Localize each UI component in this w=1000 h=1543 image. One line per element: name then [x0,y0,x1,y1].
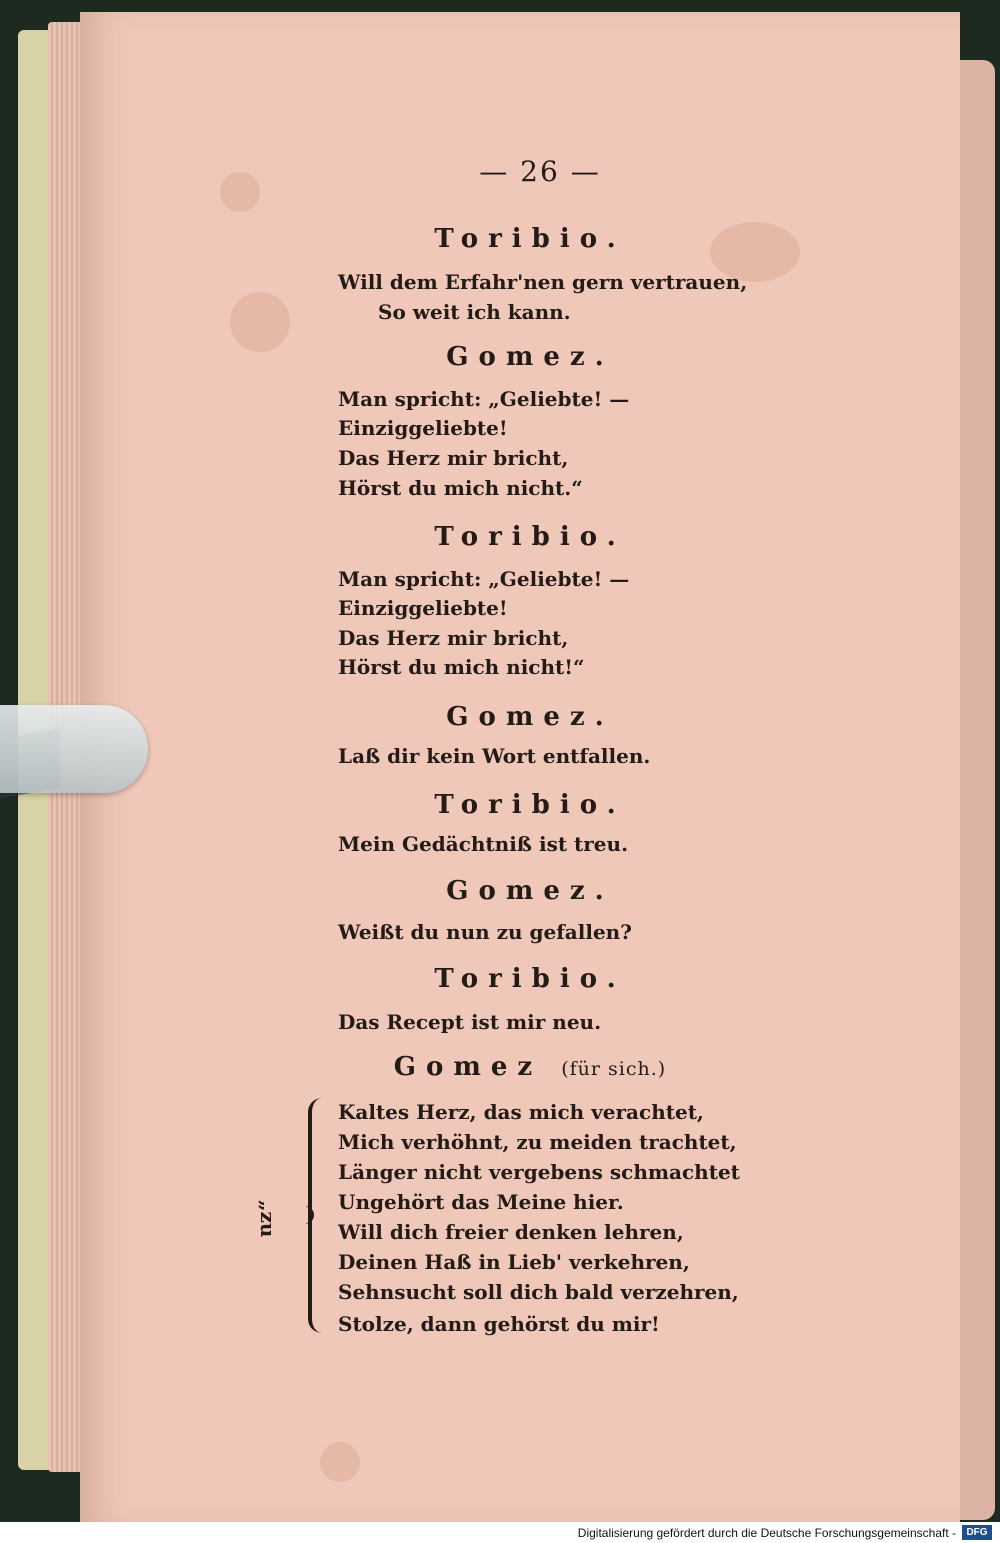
speaker-name: Toribio. [434,522,626,552]
verse-line: Das Herz mir bricht, [338,446,569,470]
verse-line: Mich verhöhnt, zu meiden trachtet, [338,1130,737,1154]
verse-line: Man spricht: „Geliebte! — [338,567,630,591]
speaker-name: Toribio. [434,224,626,254]
verse-line: Will dem Erfahr'nen gern vertrauen, [338,270,748,294]
verse-brace-tip [296,1206,314,1224]
speaker-name: Toribio. [434,790,626,820]
verse-line: Einziggeliebte! [338,596,508,620]
footer-credit: Digitalisierung gefördert durch die Deutsche Forschungsgemeinschaft - [577,1526,956,1540]
verse-line: Weißt du nun zu gefallen? [338,920,632,944]
page-number: — 26 — [479,155,601,188]
verse-line: Das Herz mir bricht, [338,626,569,650]
verse-line: Stolze, dann gehörst du mir! [338,1312,660,1336]
speaker-name: Gomez [393,1052,543,1082]
stage-direction: (für sich.) [561,1058,667,1080]
verse-line: Kaltes Herz, das mich verachtet, [338,1100,704,1124]
speaker-name: Toribio. [434,964,626,994]
verse-line: Deinen Haß in Lieb' verkehren, [338,1250,690,1274]
verse-line: Mein Gedächtniß ist treu. [338,832,629,856]
verse-line: Hörst du mich nicht!“ [338,655,585,679]
verse-line: Das Recept ist mir neu. [338,1010,602,1034]
verse-line: Ungehört das Meine hier. [338,1190,624,1214]
verse-line: Einziggeliebte! [338,416,508,440]
footer-bar [0,1522,1000,1543]
verse-line: Hörst du mich nicht.“ [338,476,583,500]
margin-note: „zu [256,1200,280,1238]
verse-line: Länger nicht vergebens schmachtet [338,1160,740,1184]
speaker-name: Gomez. [446,702,614,732]
verse-line: Man spricht: „Geliebte! — [338,387,630,411]
verse-line: So weit ich kann. [378,300,571,324]
speaker-name: Gomez. [446,876,614,906]
dfg-logo: DFG [962,1525,992,1540]
speaker-name: Gomez. [446,342,614,372]
verse-line: Sehnsucht soll dich bald verzehren, [338,1280,739,1304]
verse-line: Will dich freier denken lehren, [338,1220,684,1244]
verse-line: Laß dir kein Wort entfallen. [338,744,651,768]
speaker-with-aside [330,1052,730,1082]
